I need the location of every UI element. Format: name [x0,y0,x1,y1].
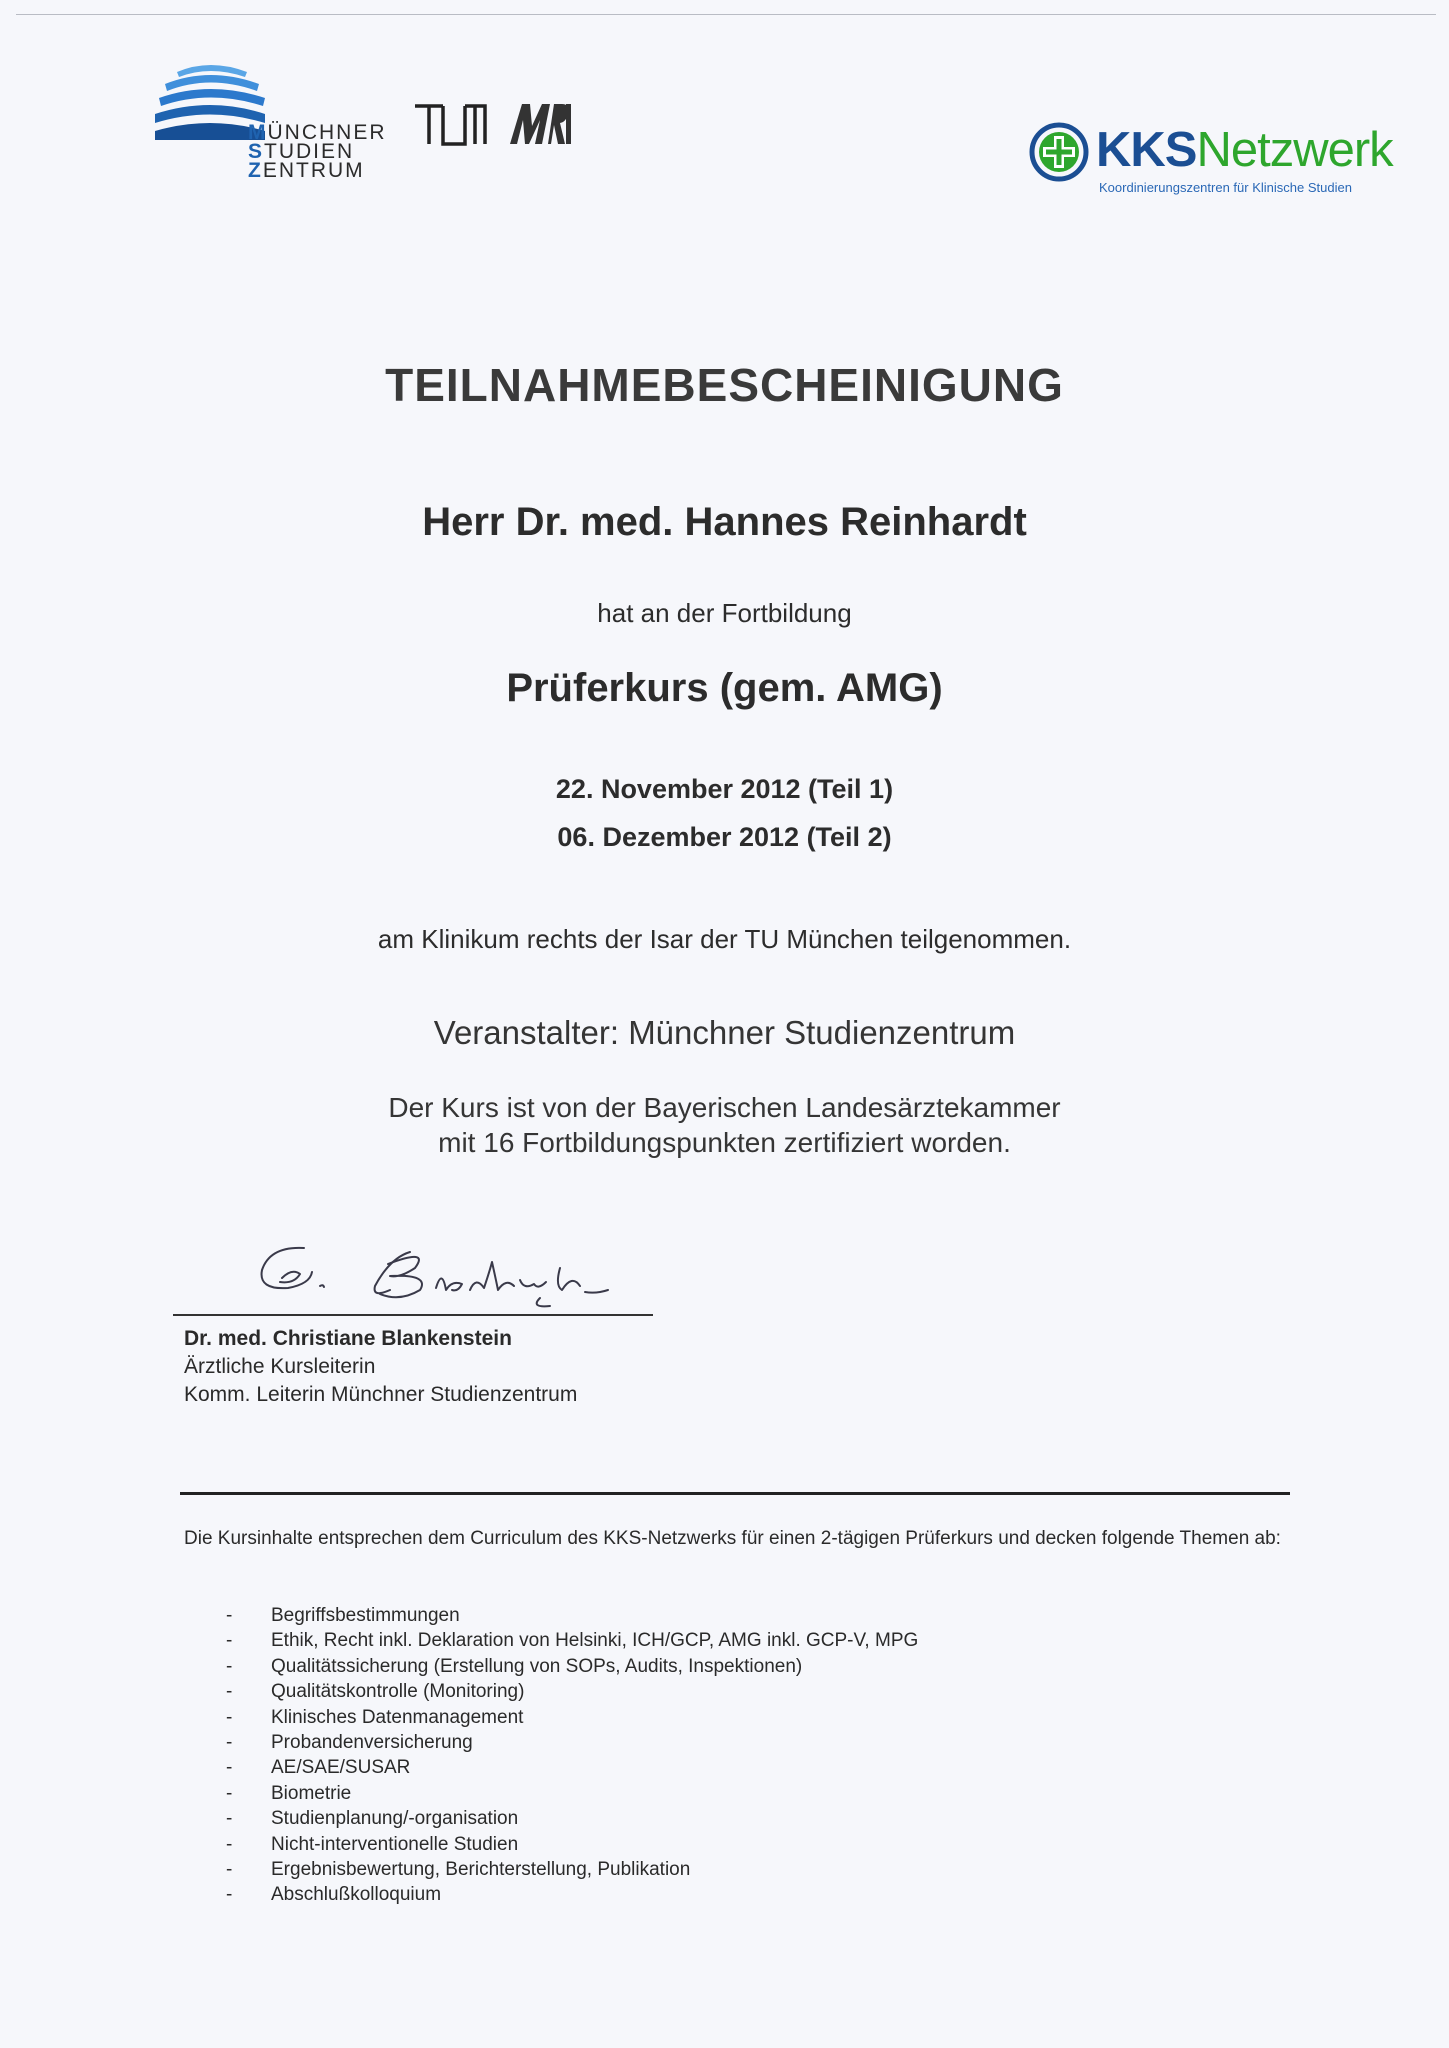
course-name: Prüferkurs (gem. AMG) [506,666,943,710]
mri-logo [508,100,572,146]
msz-line1: ÜNCHNER [267,121,387,144]
tum-logo [413,103,487,147]
curriculum-note: Die Kursinhalte entsprechen dem Curriculum des KKS-Netzwerks für einen 2-tägigen Prüferkurs und decken folgende Themen ab: [184,1528,1281,1549]
topic-item: - AE/SAE/SUSAR [226,1755,918,1780]
intro-text: hat an der Fortbildung [597,598,852,628]
organizer-line: Veranstalter: Münchner Studienzentrum [433,1014,1016,1051]
topic-item: - Probandenversicherung [226,1730,918,1755]
topic-item: - Abschlußkolloquium [226,1882,918,1907]
certification-line-2: mit 16 Fortbildungspunkten zertifiziert worden. [438,1127,1011,1158]
topic-item: - Ergebnisbewertung, Berichterstellung, Publikation [226,1857,918,1882]
topic-item: - Qualitätssicherung (Erstellung von SOPs, Audits, Inspektionen) [226,1654,918,1679]
kks-logo-subtitle: Koordinierungszentren für Klinische Studien [1099,180,1352,195]
msz-line3: ENTRUM [262,159,365,182]
signatory-role-1: Ärztliche Kursleiterin [184,1355,376,1378]
topic-item: - Biometrie [226,1781,918,1806]
signature-line [173,1314,653,1316]
msz-logo [155,60,395,190]
kks-netzwerk-logo [1029,118,1393,198]
signatory-name: Dr. med. Christiane Blankenstein [184,1327,512,1350]
msz-line2: TUDIEN [264,140,355,163]
course-date-part2: 06. Dezember 2012 (Teil 2) [557,822,892,852]
kks-logo-title [1096,122,1393,178]
page-edge-line [16,14,1436,15]
topic-item: - Studienplanung/-organisation [226,1806,918,1831]
signatory-block [184,1325,577,1409]
recipient-name: Herr Dr. med. Hannes Reinhardt [422,500,1027,544]
kks-cross-icon [1029,122,1089,182]
certificate-title: TEILNAHMEBESCHEINIGUNG [385,359,1064,411]
certification-line-1: Der Kurs ist von der Bayerischen Landesärztekammer [388,1092,1061,1123]
topic-list [226,1603,918,1908]
handwritten-signature [240,1228,680,1318]
kks-logo-part2: Netzwerk [1196,123,1393,177]
course-date-part1: 22. November 2012 (Teil 1) [555,774,894,804]
topic-item: - Ethik, Recht inkl. Deklaration von Helsinki, ICH/GCP, AMG inkl. GCP-V, MPG [226,1628,918,1653]
msz-logo-text: MÜNCHNER STUDIEN ZENTRUM [248,121,387,182]
kks-logo-part1: KKS [1096,123,1197,177]
topic-item: - Qualitätskontrolle (Monitoring) [226,1679,918,1704]
course-location: am Klinikum rechts der Isar der TU München teilgenommen. [377,924,1072,954]
topic-item: - Begriffsbestimmungen [226,1603,918,1628]
signatory-role-2: Komm. Leiterin Münchner Studienzentrum [184,1383,578,1406]
footer-divider [180,1492,1290,1495]
topic-item: - Nicht-interventionelle Studien [226,1832,918,1857]
topic-item: - Klinisches Datenmanagement [226,1705,918,1730]
